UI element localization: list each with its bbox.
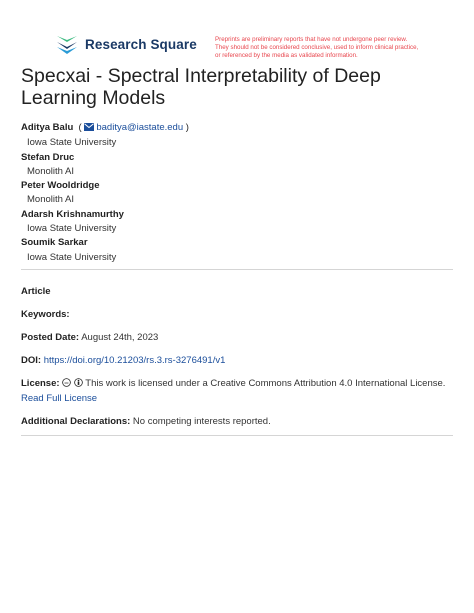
doi-link[interactable]: https://doi.org/10.21203/rs.3.rs-3276491/v1 [43, 355, 226, 366]
logo[interactable] [55, 34, 197, 54]
divider [21, 269, 453, 270]
author-list [21, 121, 451, 265]
declarations-value: No competing interests reported. [132, 416, 271, 427]
keywords [21, 308, 453, 322]
preprint-disclaimer [215, 36, 445, 60]
author-affiliation: Iowa State University [27, 223, 117, 235]
disclaimer-line: Preprints are preliminary reports that have not undergone peer review. [215, 36, 408, 43]
svg-text:cc: cc [64, 380, 69, 386]
author-name: Stefan Druc [21, 151, 75, 163]
author-affiliation: Iowa State University [27, 251, 117, 263]
author-affiliation: Monolith AI [27, 165, 74, 177]
doi-label: DOI: [21, 355, 42, 366]
posted-date-label: Posted Date: [21, 332, 80, 343]
article-type-label: Article [21, 286, 51, 297]
disclaimer-line: or referenced by the media as validated information. [215, 52, 358, 59]
license-text: This work is licensed under a Creative Commons Attribution 4.0 International License. [85, 378, 446, 389]
logo-text: Research Square [85, 36, 197, 52]
license [21, 377, 453, 406]
research-square-logo-icon [55, 34, 79, 54]
paper-title: Specxai - Spectral Interpretability of Deep Learning Models [21, 65, 381, 109]
author-affiliation: Monolith AI [27, 194, 74, 206]
license-label: License: [21, 378, 60, 389]
email-close-paren: ) [185, 122, 189, 133]
divider [21, 435, 453, 436]
read-full-license-link[interactable]: Read Full License [21, 393, 98, 404]
author-affiliation: Iowa State University [27, 137, 117, 149]
author-entry [21, 121, 451, 136]
additional-declarations [21, 415, 453, 429]
article-type [21, 285, 453, 299]
email-open-paren: ( [78, 122, 82, 133]
attribution-icon [74, 378, 83, 392]
declarations-label: Additional Declarations: [21, 416, 131, 427]
author-name: Adarsh Krishnamurthy [21, 208, 124, 220]
envelope-icon [84, 122, 94, 136]
author-name: Soumik Sarkar [21, 237, 88, 249]
author-email-link[interactable]: baditya@iastate.edu [96, 122, 184, 133]
header [55, 34, 454, 64]
posted-date [21, 331, 453, 345]
cc-icon [62, 378, 71, 392]
posted-date-value: August 24th, 2023 [81, 332, 159, 343]
author-name: Aditya Balu [21, 122, 74, 133]
keywords-label: Keywords: [21, 309, 70, 320]
doi [21, 354, 453, 368]
disclaimer-line: They should not be considered conclusive, used to inform clinical practice, [215, 44, 419, 51]
author-name: Peter Wooldridge [21, 180, 100, 192]
